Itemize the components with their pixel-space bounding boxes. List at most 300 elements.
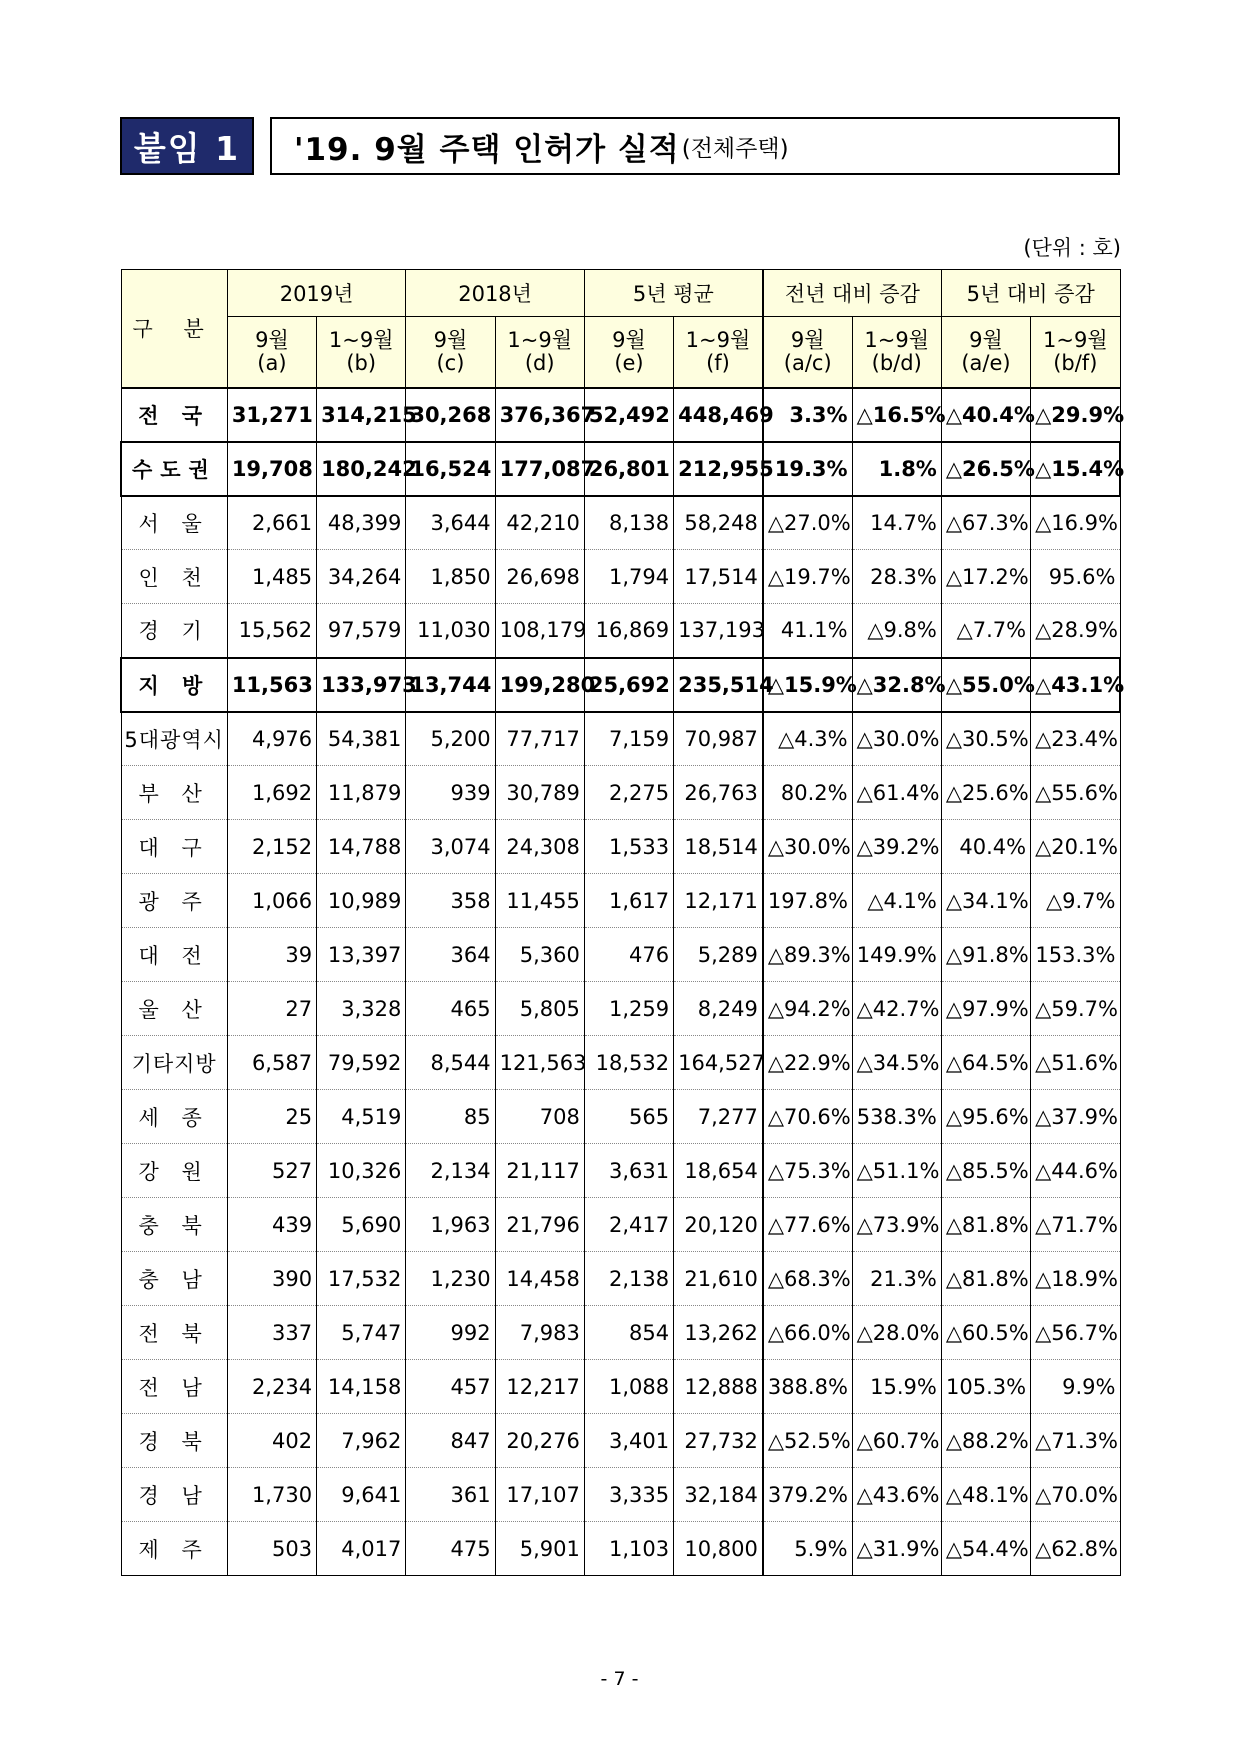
value-cell: △95.6% — [941, 1090, 1030, 1144]
value-cell: 26,698 — [495, 550, 584, 604]
value-cell: 402 — [227, 1414, 316, 1468]
value-cell: 5,690 — [317, 1198, 406, 1252]
value-cell: 40.4% — [941, 820, 1030, 874]
group-header-vs-5yr: 5년 대비 증감 — [941, 270, 1120, 317]
value-cell: 180,242 — [317, 442, 406, 496]
subheader-period: 9월 — [612, 327, 646, 352]
table-row — [121, 604, 1120, 658]
value-cell: 1,617 — [584, 874, 673, 928]
subheader-code: (a/c) — [783, 350, 832, 375]
value-cell: △64.5% — [941, 1036, 1030, 1090]
value-cell: 153.3% — [1031, 928, 1120, 982]
region-label: 지 방 — [121, 658, 227, 712]
value-cell: 28.3% — [852, 550, 941, 604]
value-cell: △26.5% — [941, 442, 1030, 496]
value-cell: 41.1% — [763, 604, 852, 658]
value-cell: 503 — [227, 1522, 316, 1576]
value-cell: 1,794 — [584, 550, 673, 604]
value-cell: 137,193 — [674, 604, 763, 658]
value-cell: 20,120 — [674, 1198, 763, 1252]
subheader-cell — [406, 317, 495, 388]
value-cell: 3,401 — [584, 1414, 673, 1468]
value-cell: 538.3% — [852, 1090, 941, 1144]
value-cell: 4,017 — [317, 1522, 406, 1576]
value-cell: 27,732 — [674, 1414, 763, 1468]
value-cell: 24,308 — [495, 820, 584, 874]
subheader-cell — [674, 317, 763, 388]
group-header-2018: 2018년 — [406, 270, 585, 317]
subheader-code: (c) — [436, 350, 465, 375]
value-cell: △81.8% — [941, 1252, 1030, 1306]
value-cell: 11,563 — [227, 658, 316, 712]
value-cell: 6,587 — [227, 1036, 316, 1090]
value-cell: 14,458 — [495, 1252, 584, 1306]
region-label: 울 산 — [121, 982, 227, 1036]
subheader-code: (b/f) — [1053, 350, 1098, 375]
value-cell: △31.9% — [852, 1522, 941, 1576]
value-cell: 19,708 — [227, 442, 316, 496]
value-cell: △16.5% — [852, 388, 941, 442]
value-cell: △70.0% — [1031, 1468, 1120, 1522]
value-cell: 21,610 — [674, 1252, 763, 1306]
value-cell: 2,138 — [584, 1252, 673, 1306]
table-row — [121, 928, 1120, 982]
value-cell: 31,271 — [227, 388, 316, 442]
value-cell: △51.6% — [1031, 1036, 1120, 1090]
value-cell: △39.2% — [852, 820, 941, 874]
subheader-cell — [852, 317, 941, 388]
value-cell: 4,976 — [227, 712, 316, 766]
value-cell: 361 — [406, 1468, 495, 1522]
subheader-code: (a) — [257, 350, 287, 375]
value-cell: 8,544 — [406, 1036, 495, 1090]
value-cell: 475 — [406, 1522, 495, 1576]
value-cell: 5,747 — [317, 1306, 406, 1360]
value-cell: △55.0% — [941, 658, 1030, 712]
value-cell: △89.3% — [763, 928, 852, 982]
table-row — [121, 1306, 1120, 1360]
value-cell: 3.3% — [763, 388, 852, 442]
region-label: 기타지방 — [121, 1036, 227, 1090]
value-cell: 34,264 — [317, 550, 406, 604]
value-cell: 8,138 — [584, 496, 673, 550]
subheader-cell — [763, 317, 852, 388]
value-cell: 448,469 — [674, 388, 763, 442]
region-label: 전 북 — [121, 1306, 227, 1360]
page-number: - 7 - — [600, 1668, 639, 1690]
subheader-code: (f) — [706, 350, 730, 375]
subheader-cell — [941, 317, 1030, 388]
value-cell: 15.9% — [852, 1360, 941, 1414]
subheader-period: 1~9월 — [685, 327, 751, 352]
subheader-period: 9월 — [969, 327, 1003, 352]
region-label: 인 천 — [121, 550, 227, 604]
value-cell: 19.3% — [763, 442, 852, 496]
value-cell: 11,455 — [495, 874, 584, 928]
value-cell: 1,850 — [406, 550, 495, 604]
table-row — [121, 388, 1120, 442]
subheader-cell — [584, 317, 673, 388]
value-cell: △56.7% — [1031, 1306, 1120, 1360]
title-main: '19. 9월 주택 인허가 실적 — [294, 131, 680, 168]
value-cell: 2,152 — [227, 820, 316, 874]
value-cell: 5,805 — [495, 982, 584, 1036]
value-cell: △4.1% — [852, 874, 941, 928]
value-cell: 17,532 — [317, 1252, 406, 1306]
page-title — [270, 117, 1120, 175]
value-cell: △42.7% — [852, 982, 941, 1036]
table-row — [121, 874, 1120, 928]
value-cell: 18,654 — [674, 1144, 763, 1198]
value-cell: 3,644 — [406, 496, 495, 550]
value-cell: 7,983 — [495, 1306, 584, 1360]
value-cell: △37.9% — [1031, 1090, 1120, 1144]
table-row — [121, 1036, 1120, 1090]
value-cell: △19.7% — [763, 550, 852, 604]
value-cell: 992 — [406, 1306, 495, 1360]
subheader-cell — [495, 317, 584, 388]
value-cell: 26,801 — [584, 442, 673, 496]
subheader-period: 9월 — [790, 327, 825, 352]
value-cell: △75.3% — [763, 1144, 852, 1198]
value-cell: 7,962 — [317, 1414, 406, 1468]
value-cell: 1,066 — [227, 874, 316, 928]
subheader-period: 1~9월 — [507, 327, 573, 352]
unit-note: (단위 : 호) — [1023, 236, 1121, 260]
table-row — [121, 658, 1120, 712]
value-cell: 5.9% — [763, 1522, 852, 1576]
value-cell: 476 — [584, 928, 673, 982]
value-cell: 5,289 — [674, 928, 763, 982]
region-label: 전 국 — [121, 388, 227, 442]
value-cell: △9.8% — [852, 604, 941, 658]
value-cell: 177,087 — [495, 442, 584, 496]
subheader-cell — [1031, 317, 1120, 388]
value-cell: △25.6% — [941, 766, 1030, 820]
value-cell: 379.2% — [763, 1468, 852, 1522]
value-cell: 25,692 — [584, 658, 673, 712]
value-cell: 9,641 — [317, 1468, 406, 1522]
subheader-code: (b) — [346, 350, 377, 375]
table-row — [121, 1414, 1120, 1468]
value-cell: 70,987 — [674, 712, 763, 766]
value-cell: △71.7% — [1031, 1198, 1120, 1252]
value-cell: 27 — [227, 982, 316, 1036]
region-label: 경 기 — [121, 604, 227, 658]
value-cell: 10,800 — [674, 1522, 763, 1576]
value-cell: 21,117 — [495, 1144, 584, 1198]
value-cell: 3,074 — [406, 820, 495, 874]
value-cell: △20.1% — [1031, 820, 1120, 874]
value-cell: △71.3% — [1031, 1414, 1120, 1468]
value-cell: 5,200 — [406, 712, 495, 766]
value-cell: 8,249 — [674, 982, 763, 1036]
value-cell: 12,171 — [674, 874, 763, 928]
value-cell: 212,955 — [674, 442, 763, 496]
value-cell: 85 — [406, 1090, 495, 1144]
value-cell: △73.9% — [852, 1198, 941, 1252]
value-cell: △68.3% — [763, 1252, 852, 1306]
value-cell: 565 — [584, 1090, 673, 1144]
value-cell: △32.8% — [852, 658, 941, 712]
value-cell: 7,159 — [584, 712, 673, 766]
value-cell: △15.4% — [1031, 442, 1120, 496]
value-cell: △43.6% — [852, 1468, 941, 1522]
value-cell: △34.5% — [852, 1036, 941, 1090]
value-cell: 21.3% — [852, 1252, 941, 1306]
subheader-period: 1~9월 — [328, 327, 394, 352]
subheader-period: 1~9월 — [1043, 327, 1108, 352]
region-label: 경 북 — [121, 1414, 227, 1468]
value-cell: △17.2% — [941, 550, 1030, 604]
value-cell: 2,234 — [227, 1360, 316, 1414]
value-cell: 164,527 — [674, 1036, 763, 1090]
value-cell: 52,492 — [584, 388, 673, 442]
value-cell: △60.5% — [941, 1306, 1030, 1360]
value-cell: △23.4% — [1031, 712, 1120, 766]
value-cell: 48,399 — [317, 496, 406, 550]
value-cell: 18,514 — [674, 820, 763, 874]
value-cell: 133,973 — [317, 658, 406, 712]
group-header-yoy: 전년 대비 증감 — [763, 270, 942, 317]
table-row — [121, 1468, 1120, 1522]
subheader-code: (d) — [524, 350, 555, 375]
value-cell: 199,280 — [495, 658, 584, 712]
value-cell: 708 — [495, 1090, 584, 1144]
value-cell: △30.0% — [763, 820, 852, 874]
value-cell: △30.5% — [941, 712, 1030, 766]
value-cell: 12,888 — [674, 1360, 763, 1414]
subheader-cell — [317, 317, 406, 388]
region-label: 대 구 — [121, 820, 227, 874]
value-cell: △44.6% — [1031, 1144, 1120, 1198]
value-cell: 337 — [227, 1306, 316, 1360]
group-header-5yr-avg: 5년 평균 — [584, 270, 763, 317]
corner-header: 구 분 — [121, 270, 227, 388]
table-row — [121, 766, 1120, 820]
value-cell: 1,103 — [584, 1522, 673, 1576]
region-label: 제 주 — [121, 1522, 227, 1576]
value-cell: 13,397 — [317, 928, 406, 982]
value-cell: △43.1% — [1031, 658, 1120, 712]
value-cell: 17,107 — [495, 1468, 584, 1522]
subheader-cell — [227, 317, 316, 388]
value-cell: △54.4% — [941, 1522, 1030, 1576]
table-row — [121, 1090, 1120, 1144]
value-cell: 58,248 — [674, 496, 763, 550]
permit-stats-table — [120, 269, 1125, 1576]
region-label: 세 종 — [121, 1090, 227, 1144]
value-cell: 197.8% — [763, 874, 852, 928]
value-cell: △27.0% — [763, 496, 852, 550]
subheader-code: (e) — [614, 350, 644, 375]
value-cell: 26,763 — [674, 766, 763, 820]
value-cell: 79,592 — [317, 1036, 406, 1090]
value-cell: 1,259 — [584, 982, 673, 1036]
value-cell: 3,335 — [584, 1468, 673, 1522]
value-cell: 7,277 — [674, 1090, 763, 1144]
value-cell: 10,989 — [317, 874, 406, 928]
value-cell: 2,417 — [584, 1198, 673, 1252]
table-row — [121, 1360, 1120, 1414]
value-cell: △7.7% — [941, 604, 1030, 658]
value-cell: 2,134 — [406, 1144, 495, 1198]
region-label: 경 남 — [121, 1468, 227, 1522]
value-cell: 2,275 — [584, 766, 673, 820]
value-cell: △77.6% — [763, 1198, 852, 1252]
value-cell: △18.9% — [1031, 1252, 1120, 1306]
value-cell: 32,184 — [674, 1468, 763, 1522]
value-cell: △59.7% — [1031, 982, 1120, 1036]
subheader-code: (a/e) — [961, 350, 1011, 375]
table-row — [121, 1252, 1120, 1306]
value-cell: △67.3% — [941, 496, 1030, 550]
value-cell: 21,796 — [495, 1198, 584, 1252]
value-cell: △9.7% — [1031, 874, 1120, 928]
value-cell: 77,717 — [495, 712, 584, 766]
value-cell: △60.7% — [852, 1414, 941, 1468]
value-cell: △28.9% — [1031, 604, 1120, 658]
value-cell: 11,030 — [406, 604, 495, 658]
value-cell: 95.6% — [1031, 550, 1120, 604]
value-cell: 15,562 — [227, 604, 316, 658]
value-cell: △34.1% — [941, 874, 1030, 928]
table-row — [121, 1198, 1120, 1252]
value-cell: 439 — [227, 1198, 316, 1252]
subheader-period: 9월 — [433, 327, 468, 352]
value-cell: 1,485 — [227, 550, 316, 604]
attachment-label: 붙임 1 — [120, 117, 254, 175]
value-cell: 388.8% — [763, 1360, 852, 1414]
value-cell: 527 — [227, 1144, 316, 1198]
value-cell: 3,328 — [317, 982, 406, 1036]
title-sub: (전체주택) — [681, 135, 789, 162]
value-cell: 5,360 — [495, 928, 584, 982]
value-cell: 5,901 — [495, 1522, 584, 1576]
value-cell: 235,514 — [674, 658, 763, 712]
value-cell: △30.0% — [852, 712, 941, 766]
value-cell: △55.6% — [1031, 766, 1120, 820]
region-label: 부 산 — [121, 766, 227, 820]
value-cell: 376,367 — [495, 388, 584, 442]
table-row — [121, 442, 1120, 496]
value-cell: △48.1% — [941, 1468, 1030, 1522]
value-cell: 364 — [406, 928, 495, 982]
group-header-2019: 2019년 — [227, 270, 406, 317]
value-cell: △70.6% — [763, 1090, 852, 1144]
value-cell: △81.8% — [941, 1198, 1030, 1252]
value-cell: 358 — [406, 874, 495, 928]
value-cell: △16.9% — [1031, 496, 1120, 550]
value-cell: 847 — [406, 1414, 495, 1468]
region-label: 강 원 — [121, 1144, 227, 1198]
value-cell: △94.2% — [763, 982, 852, 1036]
region-label: 수도권 — [121, 442, 227, 496]
value-cell: △22.9% — [763, 1036, 852, 1090]
value-cell: 97,579 — [317, 604, 406, 658]
value-cell: 3,631 — [584, 1144, 673, 1198]
value-cell: △51.1% — [852, 1144, 941, 1198]
region-label: 5대광역시 — [121, 712, 227, 766]
value-cell: 14.7% — [852, 496, 941, 550]
value-cell: 1,692 — [227, 766, 316, 820]
table-row — [121, 550, 1120, 604]
value-cell: 18,532 — [584, 1036, 673, 1090]
table-row — [121, 1144, 1120, 1198]
value-cell: △4.3% — [763, 712, 852, 766]
value-cell: 25 — [227, 1090, 316, 1144]
value-cell: 42,210 — [495, 496, 584, 550]
subheader-code: (b/d) — [871, 350, 922, 375]
value-cell: 16,869 — [584, 604, 673, 658]
value-cell: 1,730 — [227, 1468, 316, 1522]
value-cell: 80.2% — [763, 766, 852, 820]
value-cell: 2,661 — [227, 496, 316, 550]
value-cell: 1.8% — [852, 442, 941, 496]
value-cell: 10,326 — [317, 1144, 406, 1198]
region-label: 충 북 — [121, 1198, 227, 1252]
value-cell: △15.9% — [763, 658, 852, 712]
subheader-period: 9월 — [255, 327, 289, 352]
value-cell: 121,563 — [495, 1036, 584, 1090]
value-cell: △61.4% — [852, 766, 941, 820]
value-cell: 4,519 — [317, 1090, 406, 1144]
value-cell: 30,268 — [406, 388, 495, 442]
table-row — [121, 982, 1120, 1036]
value-cell: 1,533 — [584, 820, 673, 874]
value-cell: 314,215 — [317, 388, 406, 442]
value-cell: △62.8% — [1031, 1522, 1120, 1576]
value-cell: 16,524 — [406, 442, 495, 496]
value-cell: △52.5% — [763, 1414, 852, 1468]
subheader-period: 1~9월 — [864, 327, 930, 352]
table-row — [121, 712, 1120, 766]
value-cell: 9.9% — [1031, 1360, 1120, 1414]
region-label: 전 남 — [121, 1360, 227, 1414]
value-cell: 457 — [406, 1360, 495, 1414]
value-cell: 54,381 — [317, 712, 406, 766]
value-cell: 13,262 — [674, 1306, 763, 1360]
value-cell: 149.9% — [852, 928, 941, 982]
table-row — [121, 820, 1120, 874]
value-cell: 39 — [227, 928, 316, 982]
value-cell: △85.5% — [941, 1144, 1030, 1198]
table-row — [121, 496, 1120, 550]
value-cell: 14,788 — [317, 820, 406, 874]
value-cell: △28.0% — [852, 1306, 941, 1360]
value-cell: △40.4% — [941, 388, 1030, 442]
value-cell: 108,179 — [495, 604, 584, 658]
value-cell: 939 — [406, 766, 495, 820]
value-cell: 1,088 — [584, 1360, 673, 1414]
value-cell: △88.2% — [941, 1414, 1030, 1468]
region-label: 서 울 — [121, 496, 227, 550]
table-row — [121, 1522, 1120, 1576]
region-label: 광 주 — [121, 874, 227, 928]
value-cell: △97.9% — [941, 982, 1030, 1036]
value-cell: △66.0% — [763, 1306, 852, 1360]
value-cell: 17,514 — [674, 550, 763, 604]
value-cell: 105.3% — [941, 1360, 1030, 1414]
value-cell: △29.9% — [1031, 388, 1120, 442]
region-label: 충 남 — [121, 1252, 227, 1306]
value-cell: 390 — [227, 1252, 316, 1306]
value-cell: 20,276 — [495, 1414, 584, 1468]
value-cell: 13,744 — [406, 658, 495, 712]
value-cell: 30,789 — [495, 766, 584, 820]
value-cell: 12,217 — [495, 1360, 584, 1414]
value-cell: 11,879 — [317, 766, 406, 820]
